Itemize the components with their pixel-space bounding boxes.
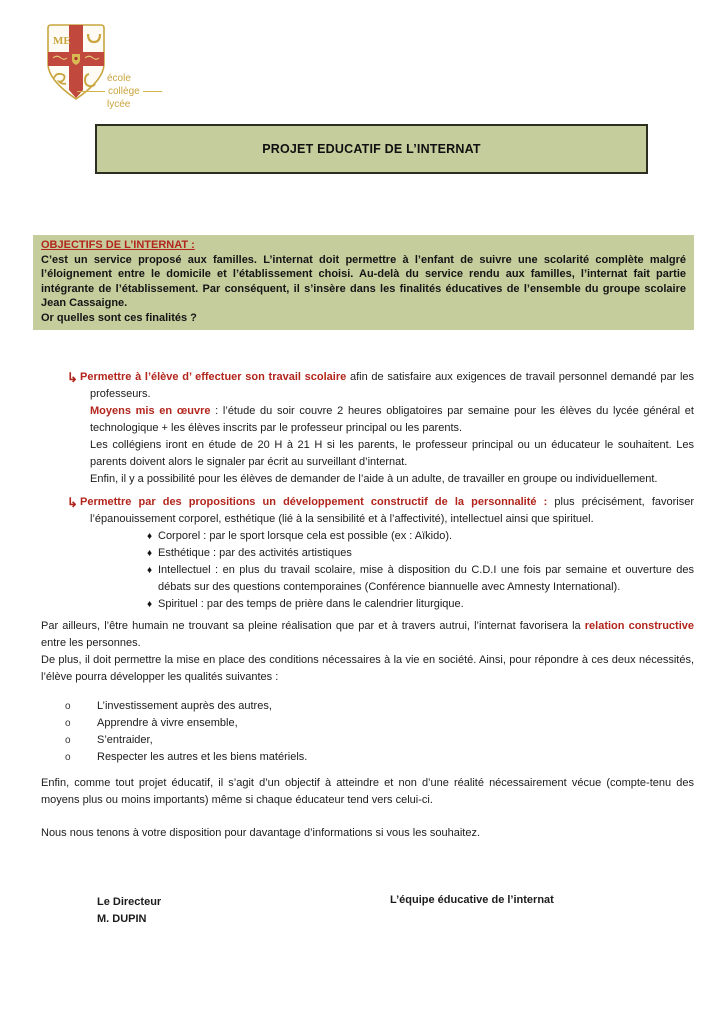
bullet-personnalite <box>41 494 694 613</box>
droplet-bullet-icon: ♦ <box>147 530 153 542</box>
signature-team: L’équipe éducative de l’internat <box>390 894 554 907</box>
objectives-section <box>33 235 694 330</box>
logo-line-ecole: école <box>107 73 131 84</box>
signature-director <box>97 894 161 928</box>
bullet1-moyens: Moyens mis en œuvre : l’étude du soir couvre 2 heures obligatoires par semaine pour les élèves du lycée général et technologique + les élèves inscrits par le professeur principal ou les parents. <box>90 404 694 434</box>
paragraph-enfin: Enfin, comme tout projet éducatif, il s’agit d’un objectif à atteindre et non d’une réalité nécessairement vécue (compte-tenu des moyens plus ou moins importants) même si chaque éducateur tend vers celui-ci. <box>41 777 694 807</box>
bullet1-lead: Permettre à l’élève d’ effectuer son travail scolaire afin de satisfaire aux exigences de travail personnel demandé par les professeurs. <box>80 370 695 400</box>
qualities-list <box>41 698 694 767</box>
sub-bullet-corporel: ♦ Corporel : par le sport lorsque cela est possible (ex : Aïkido). <box>90 528 694 545</box>
paragraph-de-plus: De plus, il doit permettre la mise en place des conditions nécessaires à la vie en société. Ainsi, pour répondre à ces deux nécessités, l’élève pourra développer les qualités suivantes : <box>41 653 694 683</box>
svg-text:ME: ME <box>53 35 71 47</box>
bullet2-lead: Permettre par des propositions un développement constructif de la personnalité : plus précisément, favoriser l’épanouissement corporel, esthétique (lié à la sensibilité et à l’affectivité), intellectuel ainsi que spirituel. <box>80 495 695 525</box>
objectives-heading: OBJECTIFS DE L’INTERNAT : <box>41 239 195 251</box>
logo-line-college: collège <box>77 85 162 98</box>
sub-bullet-spirituel: ♦ Spirituel : par des temps de prière dans le calendrier liturgique. <box>90 596 694 613</box>
list-item: o L’investissement auprès des autres, <box>41 698 694 715</box>
bullet1-para2: Les collégiens iront en étude de 20 H à 21 H si les parents, le professeur principal ou un éducateur le souhaitent. Les parents doivent alors le signaler par écrit au surveillant d’internat. <box>90 438 694 468</box>
curved-arrow-bullet-icon: ↳ <box>67 494 78 510</box>
list-item: o S’entraider, <box>41 732 694 749</box>
director-title: Le Directeur <box>97 896 162 909</box>
paragraph-disposition: Nous nous tenons à votre disposition pour davantage d’informations si vous les souhaitez. <box>41 827 481 840</box>
title-banner <box>95 124 648 174</box>
director-name: M. DUPIN <box>97 913 147 926</box>
list-item: o Respecter les autres et les biens matériels. <box>41 749 694 766</box>
droplet-bullet-icon: ♦ <box>147 598 153 610</box>
circle-bullet-icon: o <box>65 752 71 764</box>
signature-block <box>41 894 694 934</box>
sub-bullet-intellectuel: ♦ Intellectuel : en plus du travail scolaire, mise à disposition du C.D.I une fois par semaine et ouverture des débats sur des questions contemporaines (Conférence biannuelle avec Amnesty International). <box>147 563 694 593</box>
bullet-travail-scolaire <box>41 369 694 488</box>
objectives-question: Or quelles sont ces finalités ? <box>41 311 197 324</box>
curved-arrow-bullet-icon: ↳ <box>67 369 78 385</box>
bullet1-para3: Enfin, il y a possibilité pour les élèves de demander de l’aide à un adulte, de travailler en groupe ou individuellement. <box>90 472 658 485</box>
logo-row <box>41 22 694 110</box>
page-title: PROJET EDUCATIF DE L’INTERNAT <box>262 142 481 156</box>
paragraph-par-ailleurs: Par ailleurs, l’être humain ne trouvant sa pleine réalisation que par et à travers autrui, l’internat favorisera la relation constructive entre les personnes. <box>41 619 694 649</box>
circle-bullet-icon: o <box>65 700 71 712</box>
logo-text <box>77 72 162 111</box>
logo-line-lycee: lycée <box>107 99 131 110</box>
sub-bullet-esthetique: ♦ Esthétique : par des activités artistiques <box>90 545 694 562</box>
droplet-bullet-icon: ♦ <box>147 564 153 576</box>
objectives-body: C’est un service proposé aux familles. L’internat doit permettre à l’enfant de suivre une scolarité complète malgré l’éloignement entre le domicile et l’établissement choisi. Au-delà du service rendu aux familles, l’internat fait partie intégrante de l’établissement. Par conséquent, il s’insère dans les finalités éducatives de l’ensemble du groupe scolaire Jean Cassaigne. <box>41 253 686 310</box>
circle-bullet-icon: o <box>65 734 71 746</box>
circle-bullet-icon: o <box>65 717 71 729</box>
droplet-bullet-icon: ♦ <box>147 547 153 559</box>
list-item: o Apprendre à vivre ensemble, <box>41 715 694 732</box>
